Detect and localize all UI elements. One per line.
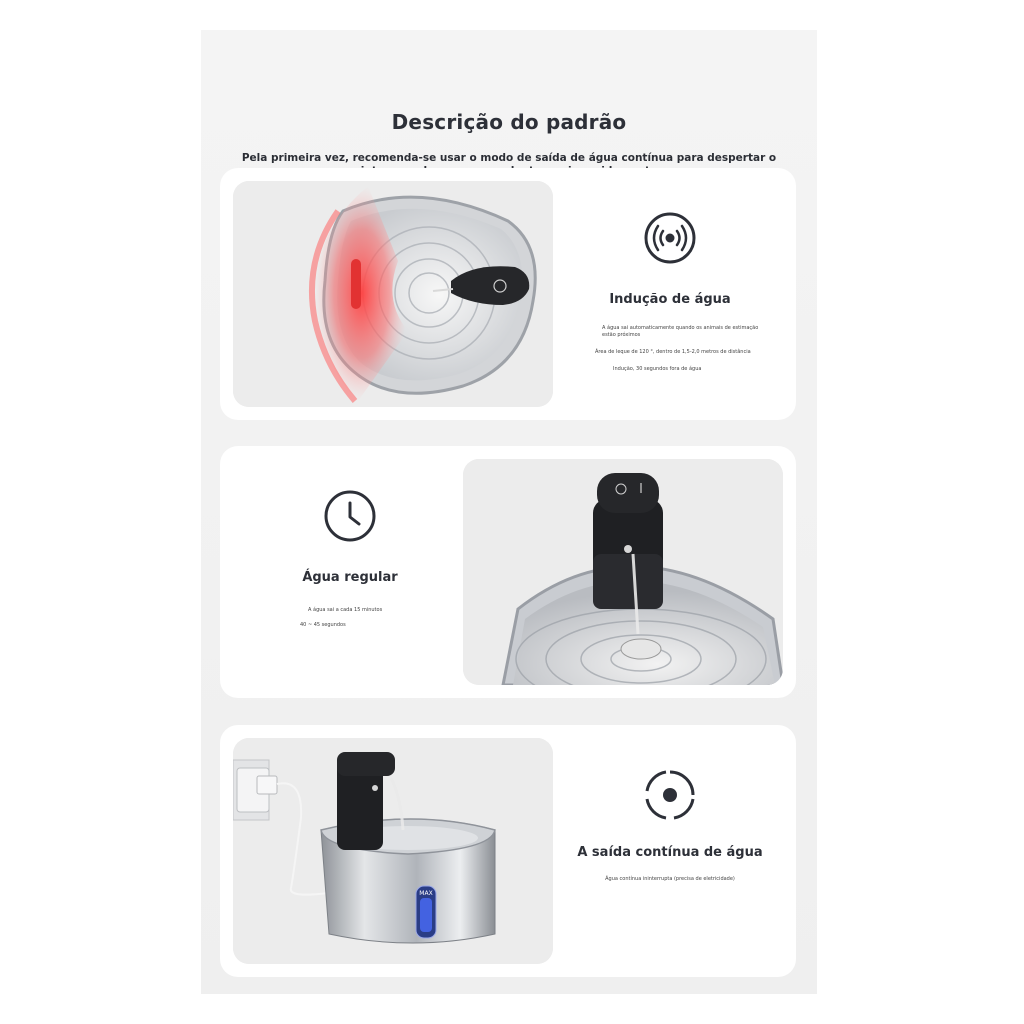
continuous-product-photo [233, 738, 553, 964]
feature-card-induction [220, 168, 796, 420]
feature-info-regular [230, 490, 470, 629]
feature-card-regular [220, 446, 796, 698]
product-poster [201, 30, 817, 994]
feature-card-continuous [220, 725, 796, 977]
page-subtitle: Pela primeira vez, recomenda-se usar o modo de saída de água contínua para despertar o [241, 152, 777, 164]
feature-line: Área de leque de 120 °, dentro de 1,5-2,0 metros de distância [595, 349, 751, 355]
page-title: Descrição do padrão [391, 110, 627, 134]
target-icon [644, 769, 696, 821]
feature-line: 40 ~ 45 segundos [300, 622, 346, 628]
feature-title: A saída contínua de água [577, 845, 763, 860]
feature-title: Indução de água [609, 292, 731, 307]
feature-info-continuous [550, 769, 790, 883]
feature-info-induction [550, 212, 790, 373]
feature-title: Água regular [302, 570, 398, 585]
regular-product-photo [463, 459, 783, 685]
induction-product-photo [233, 181, 553, 407]
max-gauge-label: MAX [419, 890, 433, 897]
feature-line: A água sai automaticamente quando os animais de estimação estão próximos [602, 325, 759, 338]
feature-line: A água sai a cada 15 minutos [308, 607, 383, 613]
signal-waves-icon [644, 212, 696, 264]
clock-icon [324, 490, 376, 542]
feature-line: Indução, 30 segundos fora de água [613, 366, 702, 372]
feature-line: Água contínua ininterrupta (precisa de eletricidade) [605, 876, 735, 882]
